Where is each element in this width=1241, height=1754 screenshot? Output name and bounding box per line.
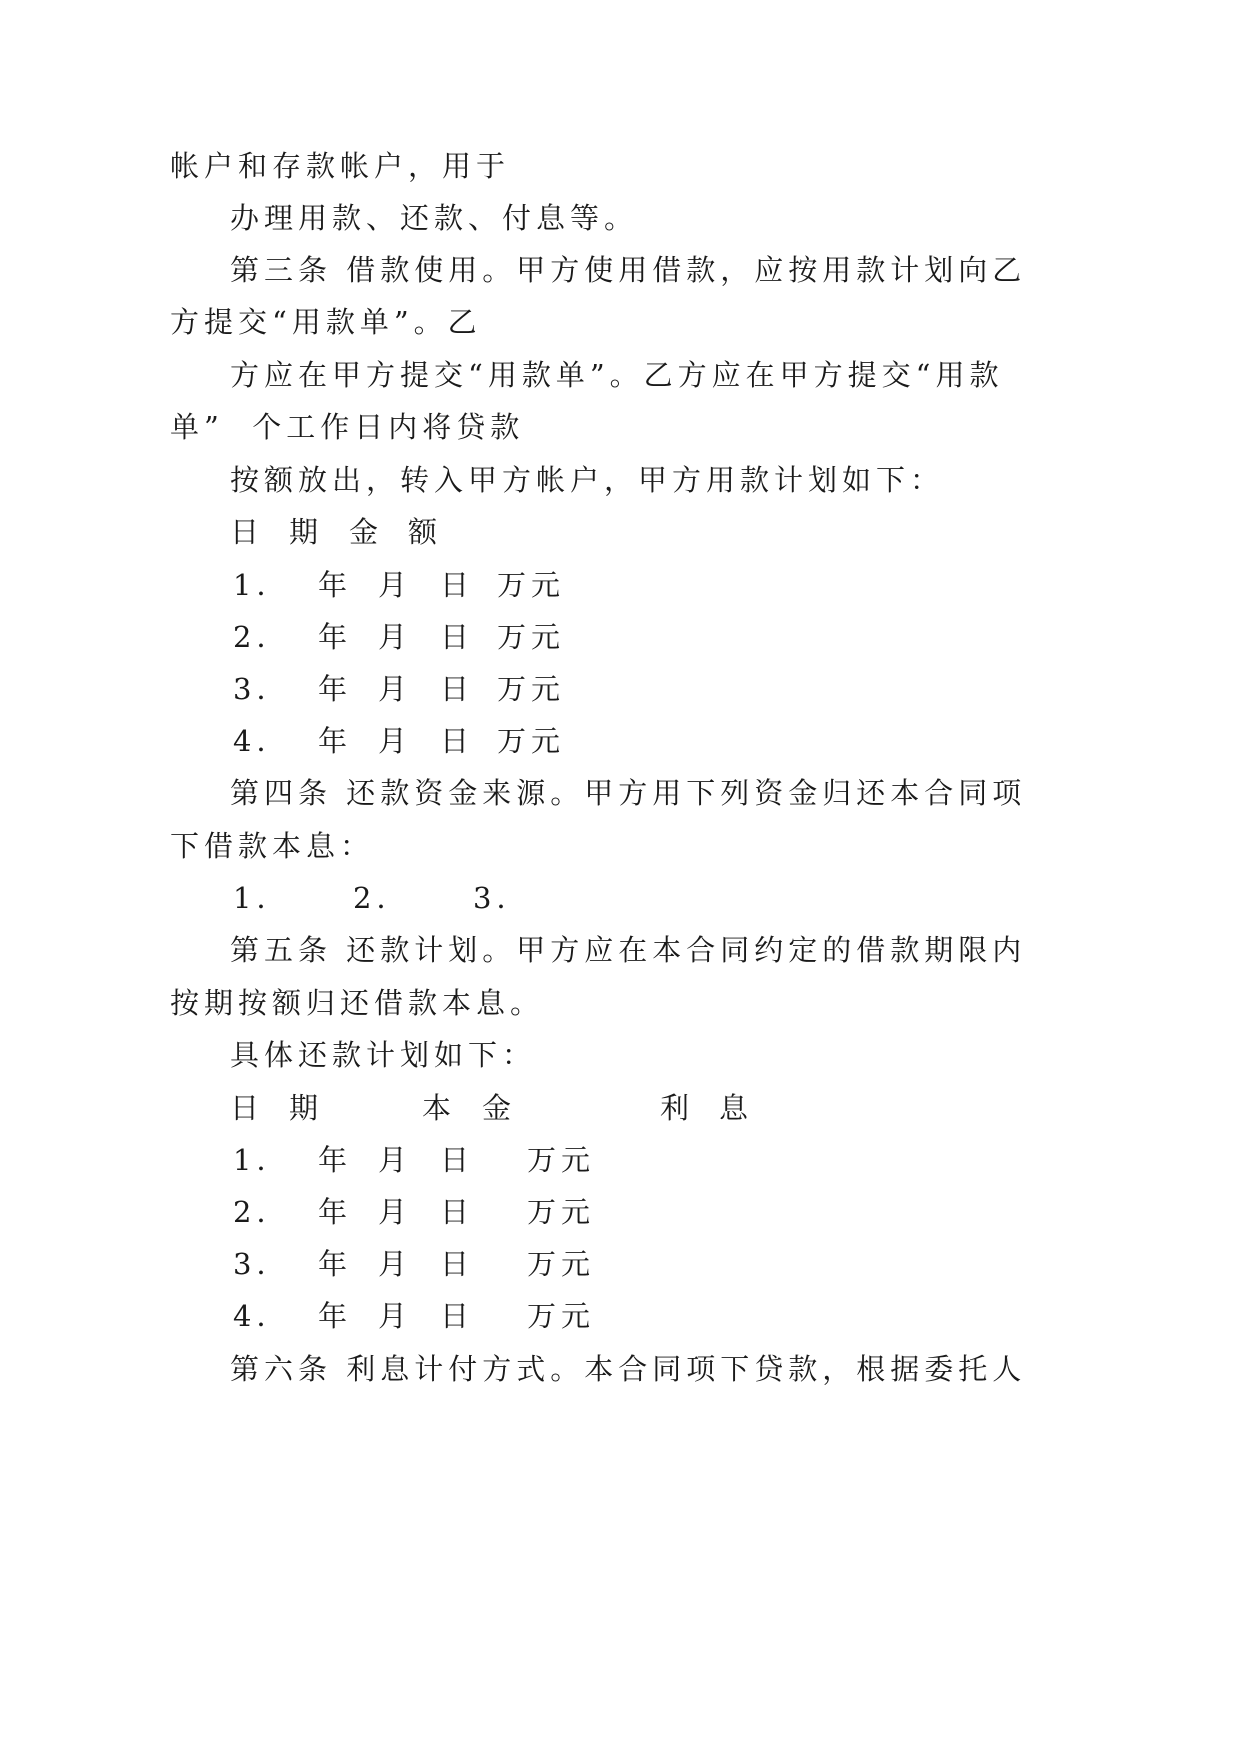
loan-plan-header-date: 期 — [289, 515, 324, 549]
row-number: 1． — [233, 568, 291, 602]
unit-label: 万元 — [527, 1143, 596, 1177]
year-label: 年 — [318, 672, 353, 706]
repayment-header-principal: 金 — [482, 1091, 517, 1125]
day-label: 日 — [440, 1247, 475, 1281]
paragraph-line: 帐户和存款帐户，用于 — [170, 149, 511, 183]
day-label: 日 — [440, 724, 475, 758]
month-label: 月 — [378, 1143, 413, 1177]
row-number: 4． — [233, 1299, 291, 1333]
repayment-header-interest: 利 — [660, 1091, 695, 1125]
month-label: 月 — [378, 1247, 413, 1281]
month-label: 月 — [378, 568, 413, 602]
year-label: 年 — [318, 1195, 353, 1229]
month-label: 月 — [378, 1195, 413, 1229]
row-number: 2． — [233, 620, 291, 654]
row-number: 1． — [233, 1143, 291, 1177]
repayment-header-principal: 本 — [422, 1091, 457, 1125]
row-number: 2． — [233, 1195, 291, 1229]
year-label: 年 — [318, 1247, 353, 1281]
article-6-title: 第六条 利息计付方式。本合同项下贷款，根据委托人 — [230, 1352, 1027, 1386]
repayment-header-date: 日 — [230, 1091, 265, 1125]
unit-label: 万元 — [497, 568, 566, 602]
year-label: 年 — [318, 568, 353, 602]
paragraph-line: 方应在甲方提交“用款单”。乙方应在甲方提交“用款 — [230, 358, 1004, 392]
unit-label: 万元 — [527, 1299, 596, 1333]
month-label: 月 — [378, 620, 413, 654]
funding-source-item: 2． — [353, 881, 411, 915]
unit-label: 万元 — [497, 620, 566, 654]
paragraph-line: 具体还款计划如下： — [230, 1038, 537, 1072]
funding-source-item: 3． — [473, 881, 531, 915]
article-3-title: 第三条 借款使用。甲方使用借款，应按用款计划向乙 — [230, 253, 1027, 287]
row-number: 3． — [233, 672, 291, 706]
repayment-header-date: 期 — [289, 1091, 324, 1125]
paragraph-line: 下借款本息： — [170, 829, 375, 863]
loan-plan-header-amount: 额 — [408, 515, 443, 549]
paragraph-line: 办理用款、还款、付息等。 — [230, 201, 639, 235]
day-label: 日 — [440, 1195, 475, 1229]
paragraph-line: 方提交“用款单”。乙 — [170, 305, 482, 339]
paragraph-line: 单” 个工作日内将贷款 — [170, 410, 525, 444]
repayment-header-interest: 息 — [719, 1091, 754, 1125]
day-label: 日 — [440, 672, 475, 706]
year-label: 年 — [318, 724, 353, 758]
row-number: 4． — [233, 724, 291, 758]
day-label: 日 — [440, 1299, 475, 1333]
funding-source-item: 1． — [233, 881, 291, 915]
year-label: 年 — [318, 1299, 353, 1333]
paragraph-line: 按期按额归还借款本息。 — [170, 986, 545, 1020]
month-label: 月 — [378, 1299, 413, 1333]
loan-plan-header-date: 日 — [230, 515, 265, 549]
article-4-title: 第四条 还款资金来源。甲方用下列资金归还本合同项 — [230, 776, 1027, 810]
paragraph-line: 按额放出，转入甲方帐户，甲方用款计划如下： — [230, 463, 945, 497]
year-label: 年 — [318, 620, 353, 654]
article-5-title: 第五条 还款计划。甲方应在本合同约定的借款期限内 — [230, 933, 1027, 967]
unit-label: 万元 — [527, 1247, 596, 1281]
day-label: 日 — [440, 620, 475, 654]
month-label: 月 — [378, 724, 413, 758]
day-label: 日 — [440, 568, 475, 602]
unit-label: 万元 — [497, 724, 566, 758]
unit-label: 万元 — [497, 672, 566, 706]
month-label: 月 — [378, 672, 413, 706]
year-label: 年 — [318, 1143, 353, 1177]
day-label: 日 — [440, 1143, 475, 1177]
unit-label: 万元 — [527, 1195, 596, 1229]
row-number: 3． — [233, 1247, 291, 1281]
loan-plan-header-amount: 金 — [349, 515, 384, 549]
